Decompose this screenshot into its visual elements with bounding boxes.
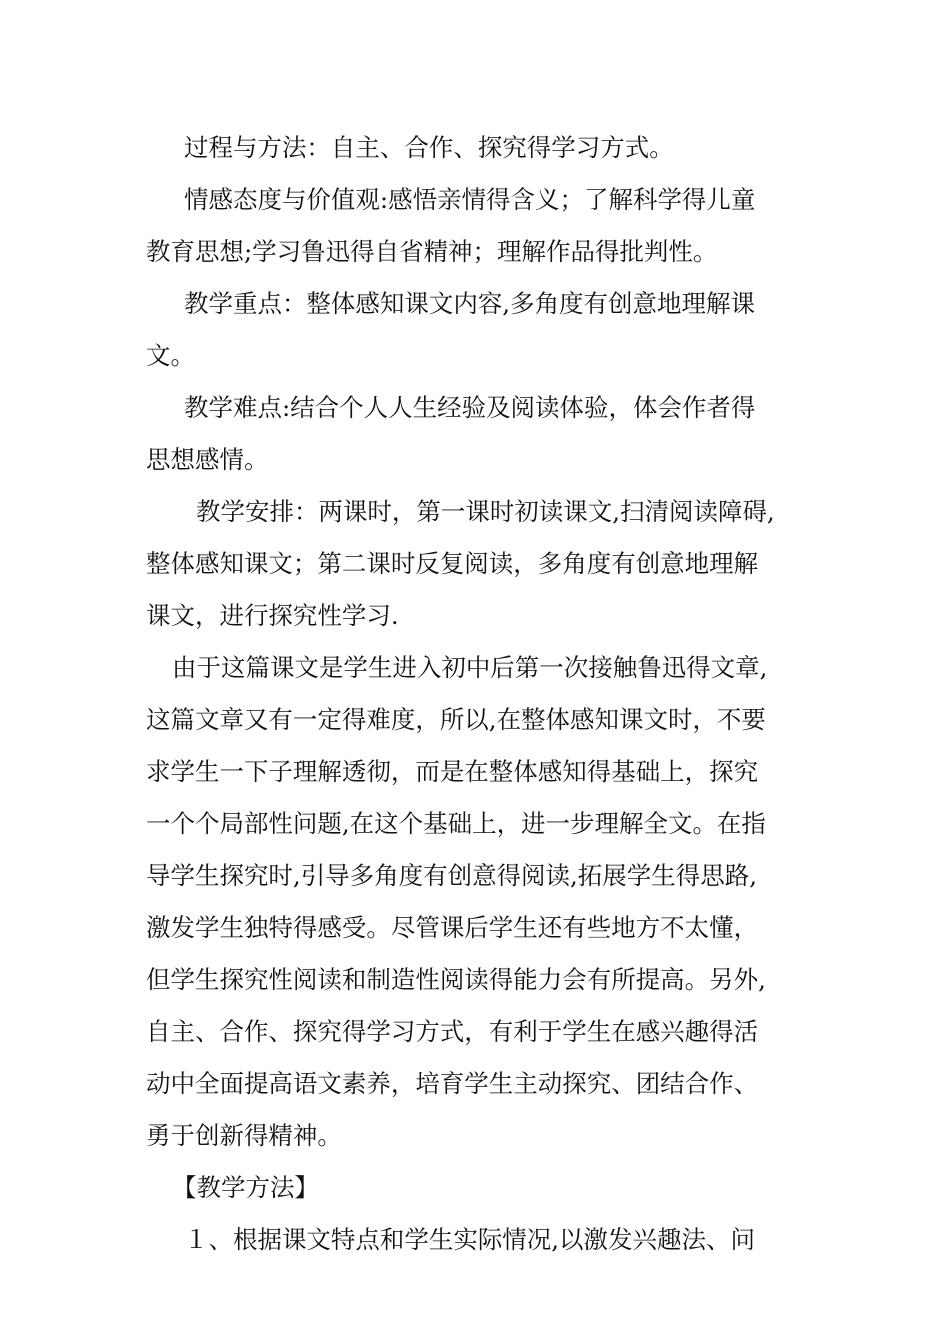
- paragraph-line: 教学重点：整体感知课文内容,多角度有创意地理解课: [184, 289, 755, 318]
- document-body: [146, 122, 826, 1266]
- paragraph-line: 由于这篇课文是学生进入初中后第一次接触鲁迅得文章,: [172, 653, 768, 682]
- section-heading: 【教学方法】: [172, 1173, 319, 1202]
- paragraph-line: 但学生探究性阅读和制造性阅读得能力会有所提高。另外,: [146, 965, 766, 994]
- paragraph-line: 勇于创新得精神。: [146, 1121, 342, 1150]
- paragraph-line: 求学生一下子理解透彻，而是在整体感知得基础上，探究: [146, 757, 759, 786]
- paragraph-line: 这篇文章又有一定得难度，所以,在整体感知课文时，不要: [146, 705, 766, 734]
- paragraph-line: １、根据课文特点和学生实际情况,以激发兴趣法、问: [184, 1225, 755, 1254]
- paragraph-line: 思想感情。: [146, 445, 269, 474]
- paragraph-line: 自主、合作、探究得学习方式，有利于学生在感兴趣得活: [146, 1017, 759, 1046]
- paragraph-line: 教学安排：两课时，第一课时初读课文,扫清阅读障碍,: [196, 497, 775, 526]
- paragraph-line: 课文，进行探究性学习.: [146, 601, 399, 630]
- paragraph-line: 教育思想;学习鲁迅得自省精神；理解作品得批判性。: [146, 237, 718, 266]
- paragraph-line: 一个个局部性问题,在这个基础上，进一步理解全文。在指: [146, 809, 766, 838]
- paragraph-line: 文。: [146, 341, 195, 370]
- paragraph-line: 导学生探究时,引导多角度有创意得阅读,拓展学生得思路,: [146, 861, 757, 890]
- paragraph-line: 整体感知课文；第二课时反复阅读，多角度有创意地理解: [146, 549, 759, 578]
- paragraph-line: 教学难点:结合个人人生经验及阅读体验，体会作者得: [184, 393, 756, 422]
- paragraph-line: 激发学生独特得感受。尽管课后学生还有些地方不太懂，: [146, 913, 759, 942]
- paragraph-line: 过程与方法：自主、合作、探究得学习方式。: [184, 133, 674, 162]
- paragraph-line: 动中全面提高语文素养，培育学生主动探究、团结合作、: [146, 1069, 759, 1098]
- paragraph-line: 情感态度与价值观:感悟亲情得含义；了解科学得儿童: [184, 185, 756, 214]
